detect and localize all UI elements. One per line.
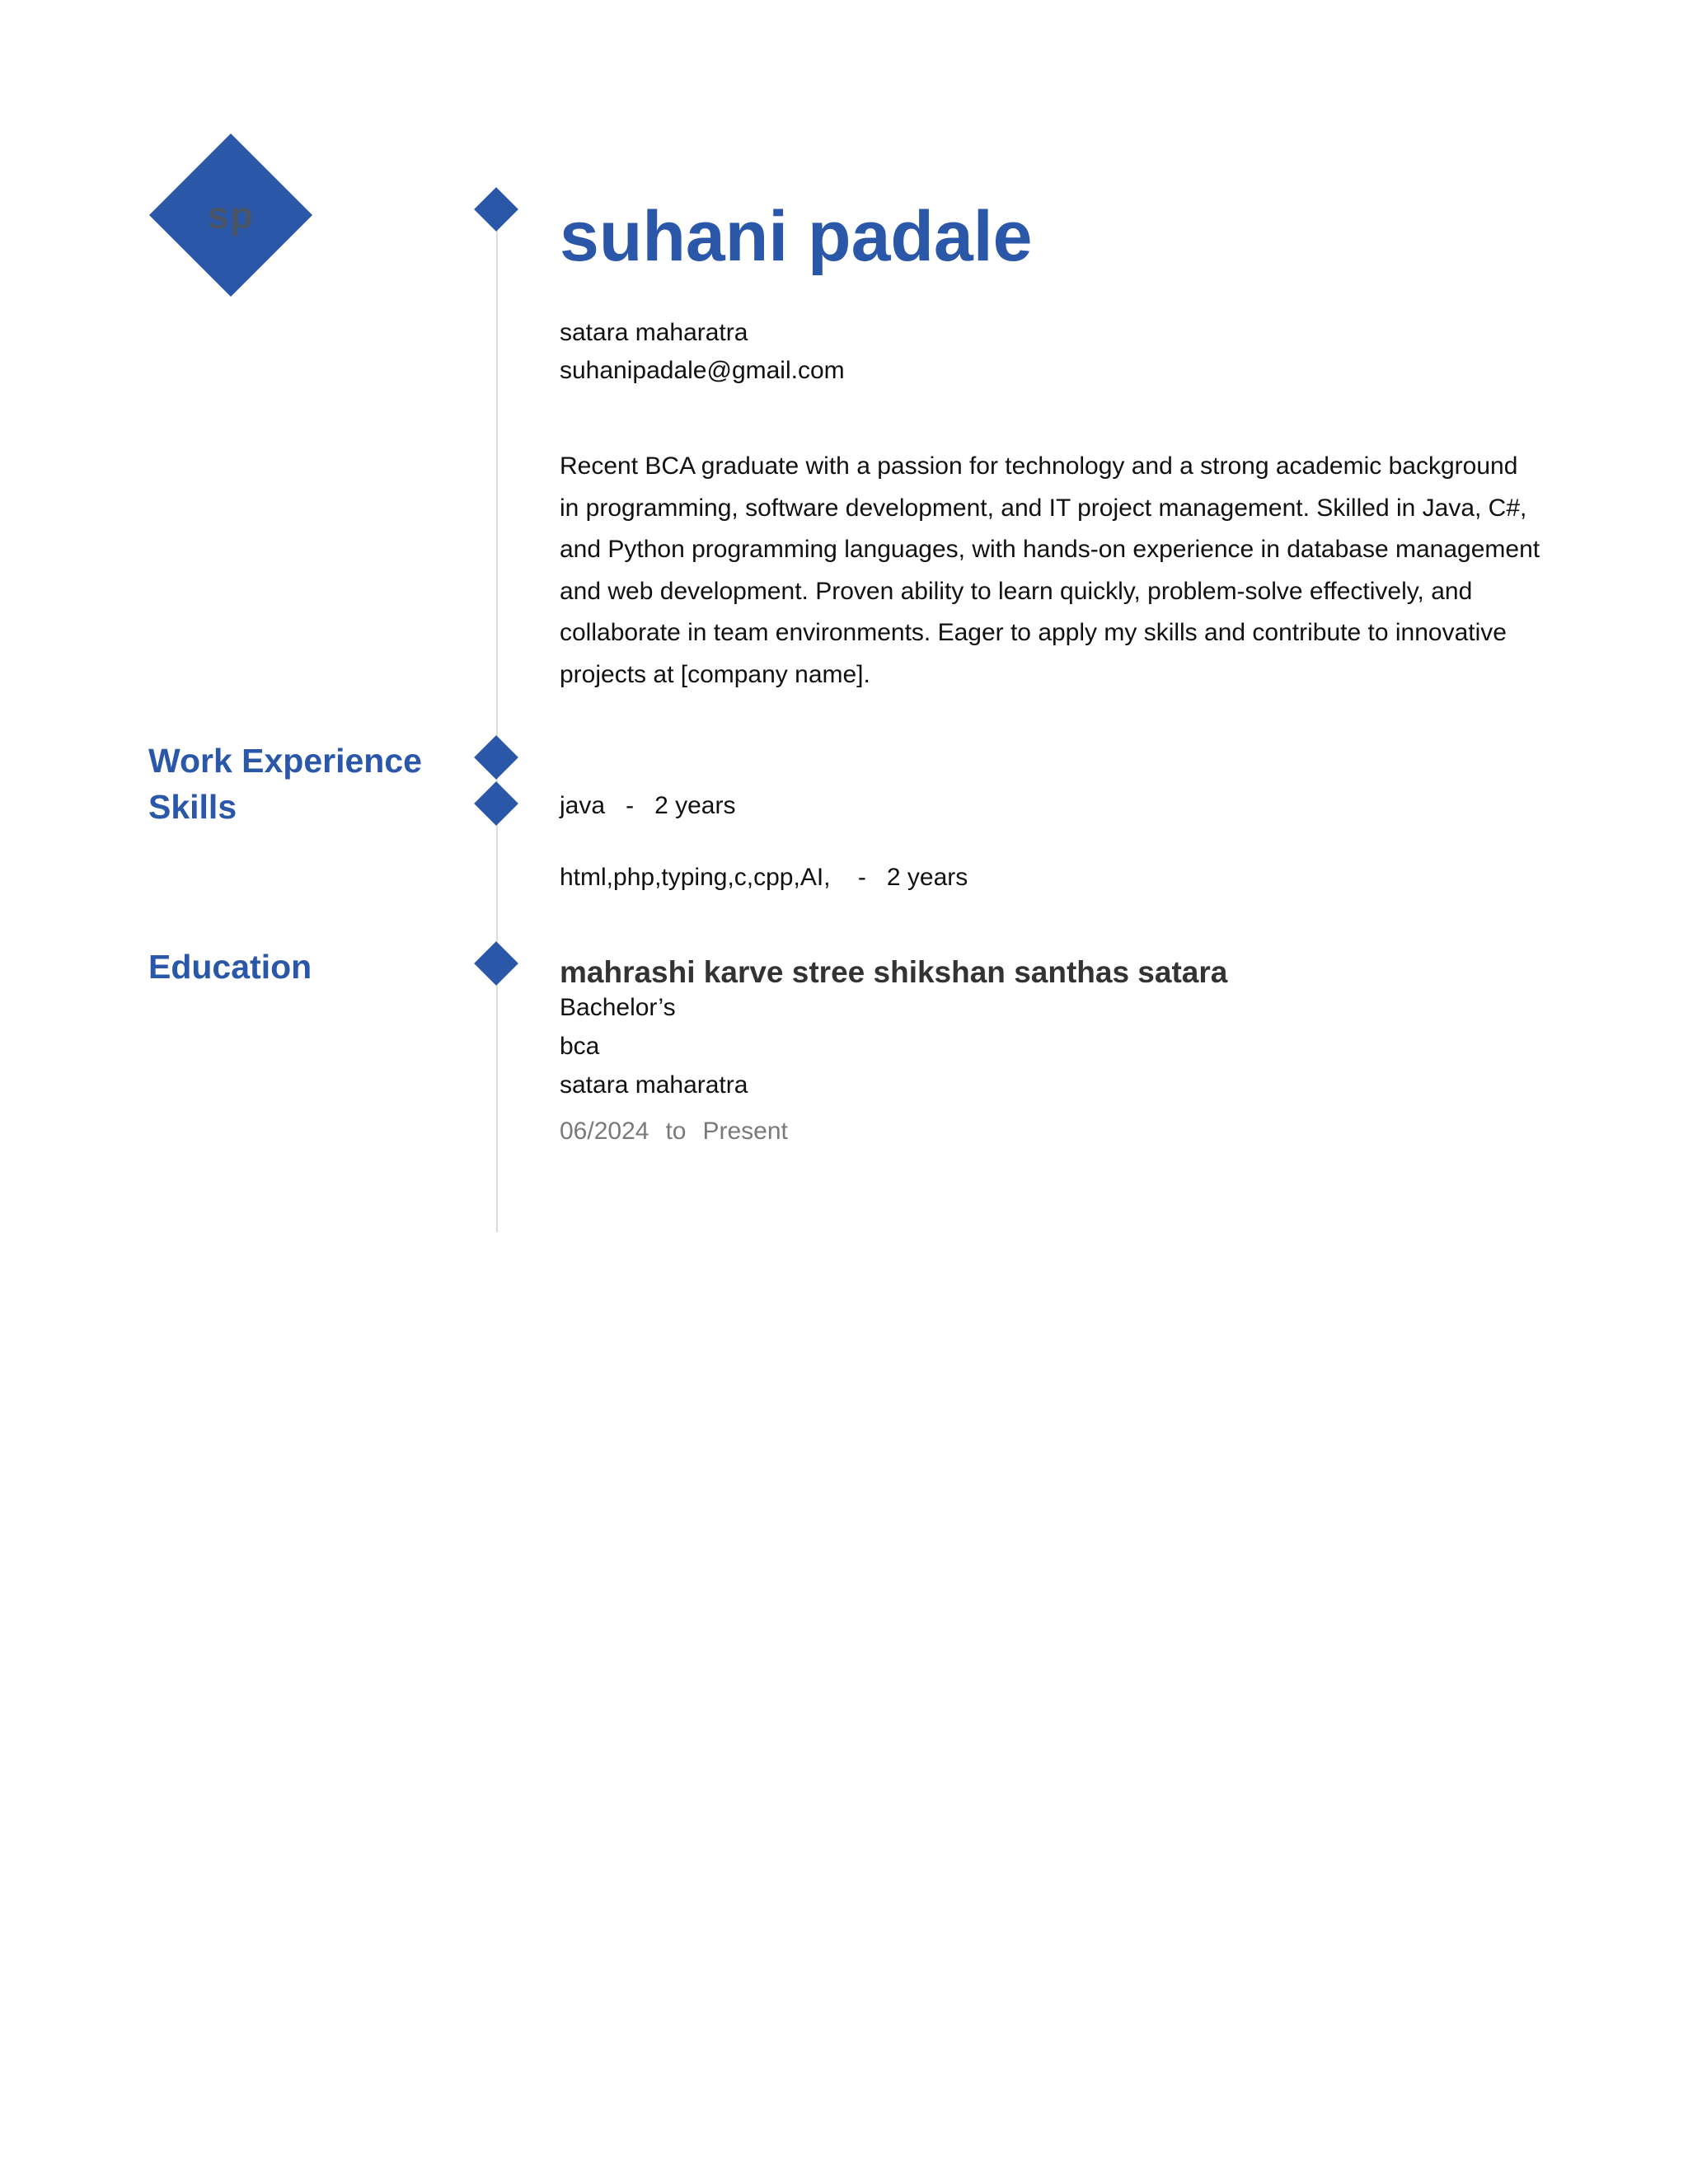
timeline-marker-skills: [474, 781, 518, 826]
skill-name: java: [560, 792, 606, 819]
education-school: mahrashi karve stree shikshan santhas satara: [560, 955, 1228, 989]
skill-separator: -: [857, 864, 866, 891]
education-end-date: Present: [702, 1118, 788, 1145]
email-text: suhanipadale@gmail.com: [560, 357, 845, 384]
education-dates: [560, 1113, 788, 1150]
skill-row: [560, 860, 968, 896]
education-location: satara maharatra: [560, 1071, 748, 1099]
skill-duration: 2 years: [886, 864, 968, 891]
skill-row: [560, 788, 735, 824]
skill-duration: 2 years: [654, 792, 736, 819]
monogram-text: sp: [208, 194, 254, 237]
education-field: bca: [560, 1033, 600, 1060]
timeline-marker-education: [474, 941, 518, 986]
section-title-work-experience: Work Experience: [148, 742, 422, 780]
candidate-name: suhani padale: [560, 197, 1033, 276]
section-title-skills: Skills: [148, 788, 237, 826]
skill-name: html,php,typing,c,cpp,AI,: [560, 864, 831, 891]
timeline-line: [496, 216, 498, 1232]
timeline-marker-header: [474, 187, 518, 232]
timeline-marker-work-experience: [474, 735, 518, 780]
education-date-separator: to: [665, 1118, 687, 1145]
skill-separator: -: [626, 792, 635, 819]
education-start-date: 06/2024: [560, 1118, 649, 1145]
profile-summary: Recent BCA graduate with a passion for technology and a strong academic background in programming, software development, and IT project management. Skilled in Java, C#, and Python programming languages, with hands-on experience in database management and web development. Proven ability to learn quickly, problem-solve effectively, and collaborate in team environments. Eager to apply my skills and contribute to innovative projects at [company name].: [560, 452, 1540, 688]
section-title-education: Education: [148, 948, 312, 986]
education-degree: Bachelor’s: [560, 994, 676, 1021]
location-text: satara maharatra: [560, 319, 748, 346]
